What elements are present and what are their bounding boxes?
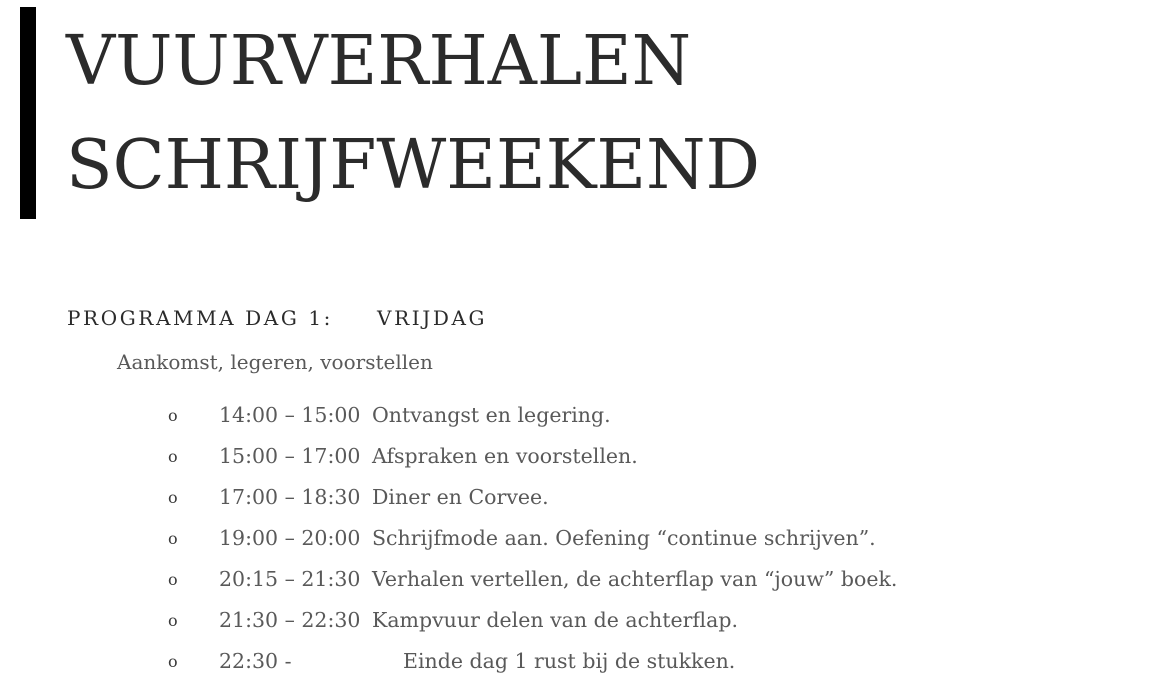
schedule-time: 20:15 – 21:30: [219, 567, 361, 591]
schedule-description: Diner en Corvee.: [372, 485, 549, 509]
schedule-time: 14:00 – 15:00: [219, 403, 361, 427]
schedule-description: Verhalen vertellen, de achterflap van “jouw” boek.: [372, 567, 898, 591]
schedule-time: 21:30 – 22:30: [219, 608, 361, 632]
schedule-description: Schrijfmode aan. Oefening “continue schrijven”.: [372, 526, 876, 550]
schedule-description: Afspraken en voorstellen.: [372, 444, 638, 468]
schedule-time: 17:00 – 18:30: [219, 485, 361, 509]
bullet-circle-icon: o: [168, 611, 178, 630]
bullet-circle-icon: o: [168, 652, 178, 671]
day-heading-day: VRIJDAG: [377, 306, 488, 330]
bullet-circle-icon: o: [168, 529, 178, 548]
day-heading: [67, 306, 487, 330]
title-line-1: VUURVERHALEN: [66, 22, 692, 101]
title-line-2: SCHRIJFWEEKEND: [66, 126, 761, 205]
day-subtitle: Aankomst, legeren, voorstellen: [117, 350, 433, 374]
schedule-description: Einde dag 1 rust bij de stukken.: [403, 649, 736, 673]
document-title: [66, 10, 760, 218]
day-heading-label: PROGRAMMA DAG 1:: [67, 306, 334, 330]
bullet-circle-icon: o: [168, 570, 178, 589]
schedule-description: Ontvangst en legering.: [372, 403, 611, 427]
schedule-time: 22:30 -: [219, 649, 292, 673]
bullet-circle-icon: o: [168, 447, 178, 466]
schedule-time: 19:00 – 20:00: [219, 526, 361, 550]
bullet-circle-icon: o: [168, 488, 178, 507]
bullet-circle-icon: o: [168, 406, 178, 425]
title-accent-bar: [20, 7, 36, 219]
schedule-description: Kampvuur delen van de achterflap.: [372, 608, 738, 632]
schedule-time: 15:00 – 17:00: [219, 444, 361, 468]
